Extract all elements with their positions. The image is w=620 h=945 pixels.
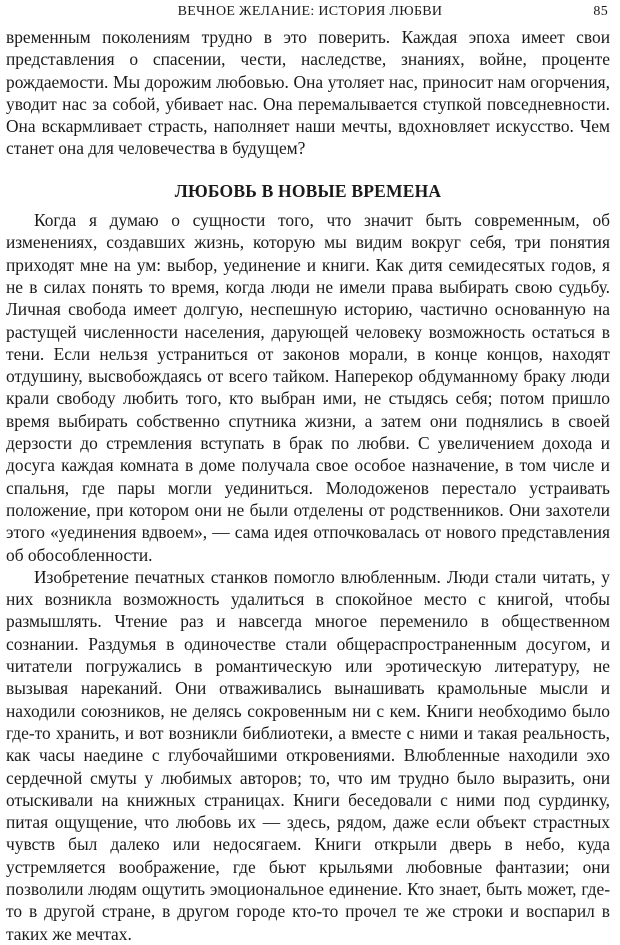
page-number: 85 <box>593 4 608 19</box>
body-paragraph-2: Изобретение печатных станков помогло влюбленным. Люди стали читать, у них возникла возможность удалиться в спокойное место с книгой, чтобы размышлять. Чтение раз и навсегда многое переменило в общественном сознании. Раздумья в одиночестве стали общераспространенным досугом, и читатели погружались в романтическую или эротическую литературу, не вызывая нареканий. Они отваживались вынашивать крамольные мысли и находили союзников, не делясь сокровенным ни с кем. Книги необходимо было где-то хранить, и вот возникли библиотеки, а вместе с ними и такая реальность, как часы наедине с глубочайшими откровениями. Влюбленные находили эхо сердечной смуты у любимых авторов; то, что им трудно было выразить, они отыскивали на книжных страницах. Книги беседовали с ними под сурдинку, питая ощущение, что любовь их — здесь, рядом, даже если объект страстных чувств был далеко или недосягаем. Книги открыли дверь в небо, куда устремляется воображение, где бьют крыльями любовные фантазии; они позволили людям ощутить эмоциональное единение. Кто знает, быть может, где-то в другой стране, в другом городе кто-то прочел те же строки и воспарил в таких же мечтах. <box>6 566 610 944</box>
section-heading: ЛЮБОВЬ В НОВЫЕ ВРЕМЕНА <box>174 180 442 201</box>
page-header <box>0 4 620 26</box>
continued-paragraph: временным поколениям трудно в это поверить. Каждая эпоха имеет свои представления о спасении, чести, наследстве, знаниях, войне, проценте рождаемости. Мы дорожим любовью. Она утоляет нас, приносит нам огорчения, уводит нас за собой, убивает нас. Она перемалывается ступкой повседневности. Она вскармливает страсть, наполняет наши мечты, вдохновляет искусство. Чем станет она для человечества в будущем? <box>6 27 610 159</box>
page-body <box>0 26 620 945</box>
running-head: ВЕЧНОЕ ЖЕЛАНИЕ: ИСТОРИЯ ЛЮБВИ <box>177 4 443 19</box>
body-paragraph-1: Когда я думаю о сущности того, что значит быть современным, об изменениях, создавших жизнь, которую мы видим вокруг себя, три понятия приходят мне на ум: выбор, уединение и книги. Как дитя семидесятых годов, я не в силах понять то время, когда люди не имели права выбирать свою судьбу. Личная свобода имеет долгую, неспешную историю, частично основанную на растущей численности населения, дарующей человеку возможность остаться в тени. Если нельзя устраниться от законов морали, в конце концов, находят отдушину, высвобождаясь от всего тайком. Наперекор обдуманному браку люди крали свободу любить того, кто выбран ими, не стыдясь себя; потом пришло время выбирать собственно спутника жизни, а затем они поднялись в своей дерзости до стремления вступать в брак по любви. С увеличением дохода и досуга каждая комната в доме получала свое особое назначение, в том числе и спальня, где пары могли уединиться. Молодоженов перестало устраивать положение, при котором они не были отделены от родственников. Они захотели этого «уединения вдвоем», — сама идея отпочковалась от нового представления об обособленности. <box>6 210 610 565</box>
